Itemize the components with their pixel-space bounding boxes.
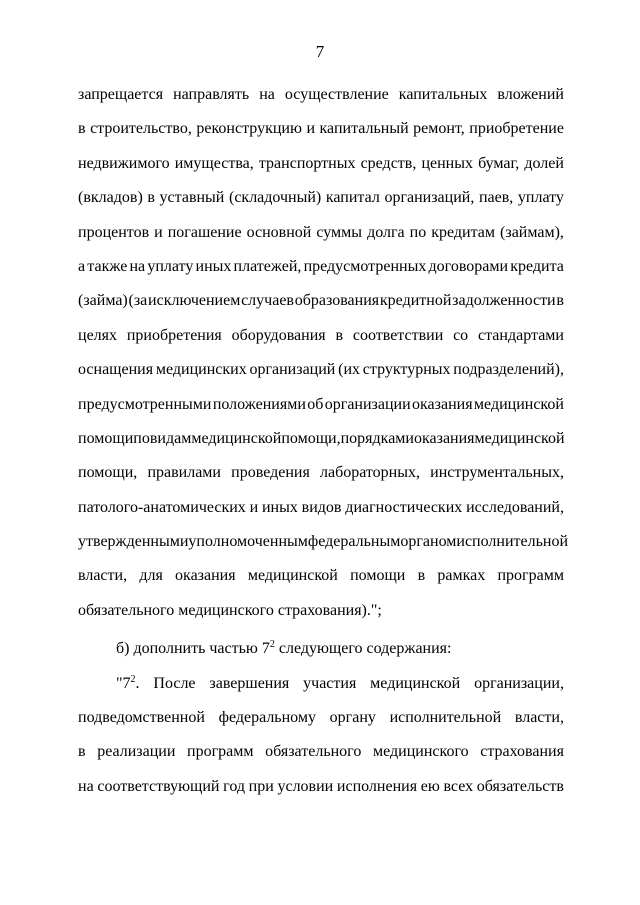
word: исполнительной <box>456 533 569 551</box>
text-line <box>78 353 564 387</box>
word: имущества, <box>174 154 254 172</box>
word: условии <box>277 777 334 795</box>
word: в <box>78 743 86 761</box>
text-line <box>78 422 564 456</box>
word: оснащения <box>78 361 154 379</box>
word: инструментальных, <box>430 464 564 482</box>
word: в <box>147 189 155 207</box>
word: органом <box>400 533 457 551</box>
text-line <box>78 559 564 593</box>
word: медицинской <box>473 395 564 413</box>
word: приобретение <box>469 120 564 138</box>
word: исключением <box>148 292 241 310</box>
word: утвержденными <box>78 533 189 551</box>
word: долга <box>367 223 405 241</box>
word: иных <box>195 257 232 275</box>
word: случаев <box>241 292 294 310</box>
text-line <box>78 770 564 804</box>
word: уплату <box>517 189 564 207</box>
word: предусмотренных <box>303 257 427 275</box>
word: исполнительной <box>389 709 502 727</box>
word: капитал <box>325 189 380 207</box>
word: реализации <box>97 743 176 761</box>
word: приобретения <box>126 326 222 344</box>
word: организаций <box>249 361 336 379</box>
word: реконструкцию <box>196 120 302 138</box>
word: медицинских <box>155 361 247 379</box>
text-line <box>78 216 564 250</box>
word: (займа) <box>78 292 128 310</box>
word: по <box>133 429 150 447</box>
word: суммы <box>316 223 363 241</box>
item-b-suffix: следующего содержания: <box>274 640 452 658</box>
word: медицинской <box>370 674 461 692</box>
word: направлять <box>173 86 250 103</box>
word: основной <box>246 223 312 241</box>
body-text <box>78 78 569 804</box>
quote-continuation <box>78 701 564 804</box>
word: После <box>153 674 196 692</box>
word: ценных <box>421 154 473 172</box>
word: бумаг, <box>478 154 520 172</box>
word: порядками <box>340 429 414 447</box>
word: кредитной <box>379 292 452 310</box>
word: на <box>259 86 275 103</box>
word: осуществление <box>284 86 389 103</box>
word: и <box>154 223 163 241</box>
word: платежей, <box>233 257 302 275</box>
word: уплату <box>147 257 194 275</box>
word: (складочный) <box>228 189 322 207</box>
quote-number-sup: 2 <box>130 673 136 685</box>
word: проведения <box>231 464 310 482</box>
word: кредитам <box>431 223 496 241</box>
word: уполномоченным <box>188 533 308 551</box>
word: оборудования <box>231 326 326 344</box>
word: структурных <box>362 361 451 379</box>
word: участия <box>303 674 357 692</box>
word: (их <box>338 361 361 379</box>
word: диагностических <box>345 498 463 516</box>
quote-number <box>116 667 140 701</box>
text-line <box>78 456 564 490</box>
word: правилами <box>147 464 221 482</box>
word: капитальных <box>398 86 488 103</box>
word: со <box>453 326 469 344</box>
word: транспортных <box>258 154 356 172</box>
word: погашение <box>167 223 242 241</box>
word: подведомственной <box>78 709 205 727</box>
word: (за <box>128 292 148 310</box>
word: в <box>78 120 86 138</box>
word: помощи, <box>281 429 341 447</box>
word: стандартами <box>478 326 564 344</box>
word: власти, <box>78 567 128 585</box>
word: вложений <box>497 86 564 103</box>
word: всех <box>443 777 474 795</box>
word: процентов <box>78 223 150 241</box>
word: помощи <box>78 429 134 447</box>
word: помощи <box>350 567 406 585</box>
word: программ <box>187 743 254 761</box>
word: средств, <box>360 154 417 172</box>
word: капитальный <box>319 120 409 138</box>
word: подразделений), <box>453 361 564 379</box>
text-line <box>78 250 564 284</box>
word: ремонт, <box>413 120 465 138</box>
word: помощи, <box>78 464 138 482</box>
word: паев, <box>478 189 514 207</box>
word: предусмотренными <box>78 395 212 413</box>
word: организаций, <box>384 189 475 207</box>
word: оказания <box>175 567 236 585</box>
word: обязательного <box>265 743 362 761</box>
text-line <box>78 388 564 422</box>
word: медицинской <box>191 429 282 447</box>
quote-number-main: "7 <box>116 674 131 692</box>
word: власти, <box>514 709 564 727</box>
word: в <box>417 567 426 585</box>
page-number: 7 <box>315 42 325 61</box>
word: задолженности <box>452 292 556 310</box>
word: исследований, <box>466 498 564 516</box>
word: видам <box>149 429 192 447</box>
item-b-line <box>78 632 564 666</box>
word: рамках <box>437 567 486 585</box>
word: кредита <box>510 257 564 275</box>
word: соответствии <box>352 326 444 344</box>
word: положениями <box>212 395 306 413</box>
word: оказания <box>412 395 473 413</box>
text-line <box>78 147 564 181</box>
word: а <box>78 257 86 275</box>
word: уставный <box>159 189 225 207</box>
text-line <box>78 491 564 525</box>
word: органу <box>329 709 376 727</box>
word: медицинского <box>372 743 469 761</box>
word: программ <box>497 567 564 585</box>
word: для <box>139 567 163 585</box>
word: медицинской <box>474 429 565 447</box>
word: договорами <box>428 257 509 275</box>
word: запрещается <box>78 86 164 103</box>
word: федеральным <box>307 533 401 551</box>
word: долей <box>524 154 564 172</box>
word: (вкладов) <box>78 189 143 207</box>
word: в <box>556 292 564 310</box>
word: также <box>87 257 128 275</box>
word: образования <box>294 292 380 310</box>
text-line <box>78 525 569 559</box>
word: и <box>306 120 315 138</box>
quote-number-dot: . <box>135 674 140 692</box>
word: организации, <box>474 674 564 692</box>
word: год <box>223 777 245 795</box>
word: по <box>409 223 427 241</box>
word: соответствующий <box>97 777 220 795</box>
word: исполнения <box>336 777 418 795</box>
text-line <box>78 735 564 769</box>
word: (займам), <box>500 223 564 241</box>
word: на <box>129 257 146 275</box>
text-line <box>78 78 564 112</box>
word: в <box>335 326 344 344</box>
text-line <box>78 112 564 146</box>
word: медицинской <box>247 567 338 585</box>
word: целях <box>78 326 118 344</box>
quote-first-line <box>78 667 564 701</box>
text-line <box>78 181 564 215</box>
word: федеральному <box>218 709 316 727</box>
text-line <box>78 284 564 318</box>
text-line <box>78 319 564 353</box>
word: строительство, <box>90 120 192 138</box>
paragraph-last-line: обязательного медицинского страхования)."; <box>78 601 382 619</box>
word: оказания <box>414 429 475 447</box>
word: видов <box>301 498 342 516</box>
word: завершения <box>209 674 290 692</box>
paragraph-continuation <box>78 78 569 594</box>
word: патолого-анатомических <box>78 498 246 516</box>
word: обязательств <box>476 777 564 795</box>
word: об <box>307 395 324 413</box>
word: и <box>249 498 259 516</box>
item-b-superscript: 2 <box>269 639 275 651</box>
text-line <box>78 701 564 735</box>
word: иных <box>261 498 298 516</box>
word: ею <box>420 777 440 795</box>
word: организации <box>324 395 411 413</box>
word: при <box>248 777 274 795</box>
word: страхования <box>480 743 564 761</box>
word: лабораторных, <box>319 464 420 482</box>
word: на <box>78 777 94 795</box>
word: недвижимого <box>78 154 170 172</box>
item-b-prefix: б) дополнить частью 7 <box>116 640 270 658</box>
